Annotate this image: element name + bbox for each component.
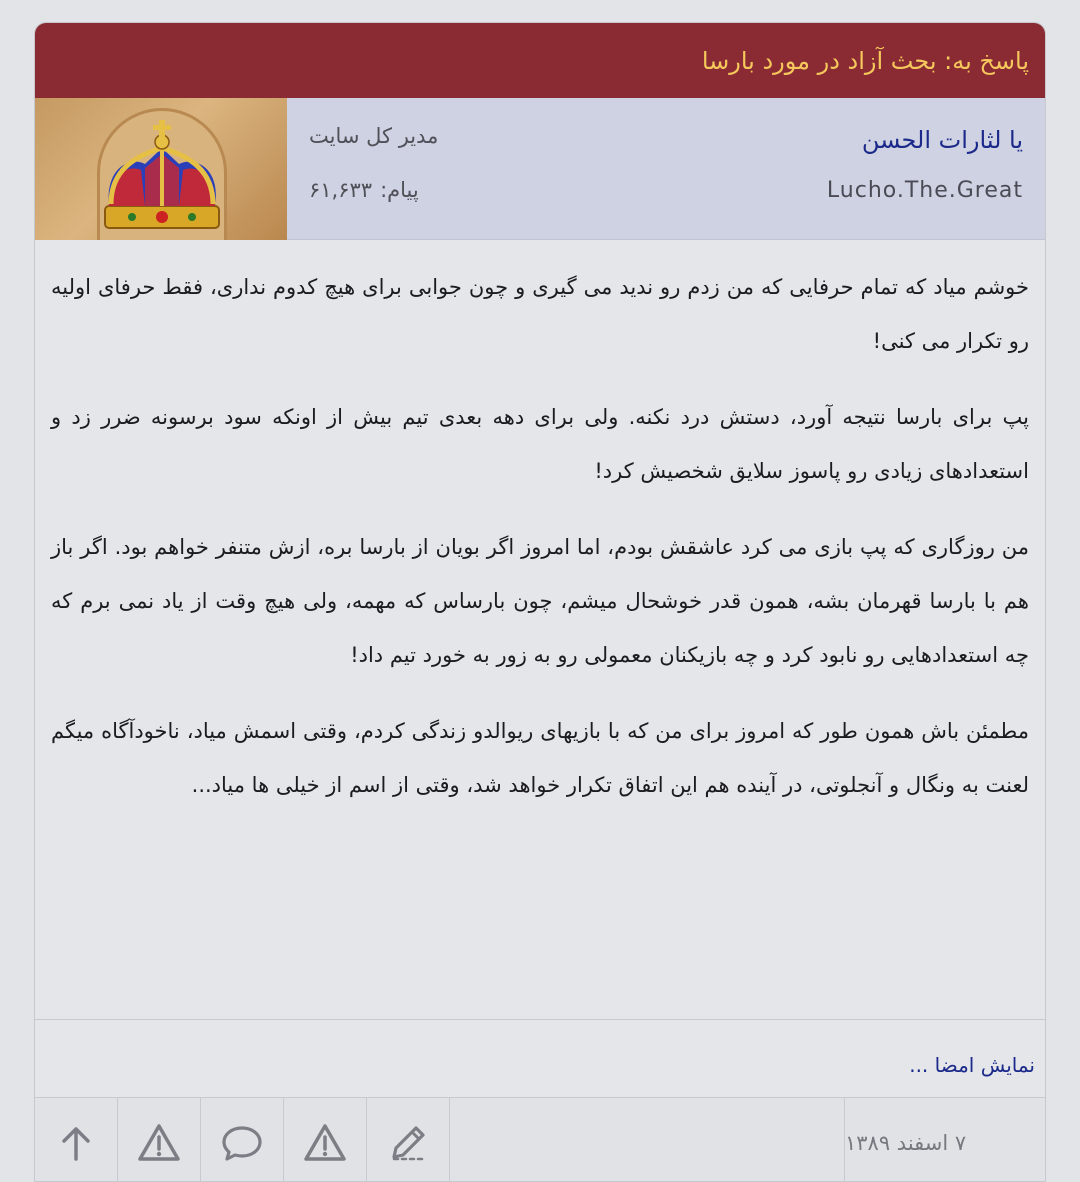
report-icon (137, 1121, 181, 1165)
post-paragraph: خوشم میاد که تمام حرفایی که من زدم رو ندید می گیری و چون جوابی برای هیچ کدوم نداری، فقط حرفای اولیه رو تکرار می کنی! (51, 275, 1029, 353)
author-role: مدیر کل سایت (309, 124, 439, 148)
author-name[interactable]: یا لثارات الحسن (861, 126, 1023, 154)
edit-icon (386, 1121, 430, 1165)
author-info (35, 98, 1045, 240)
warning-button[interactable] (284, 1098, 367, 1182)
toolbar-spacer (450, 1098, 845, 1182)
post-card (34, 22, 1046, 1182)
scroll-top-icon (54, 1121, 98, 1165)
scroll-top-button[interactable] (35, 1098, 118, 1182)
post-count-label: پیام: (380, 178, 419, 202)
edit-button[interactable] (367, 1098, 450, 1182)
post-body (35, 240, 1045, 1020)
post-count-value: ۶۱,۶۳۳ (309, 178, 373, 202)
post-paragraph: من روزگاری که پپ بازی می کرد عاشقش بودم، اما امروز اگر بویان از بارسا بره، ازش متنفر خواهم بود. اگر باز هم با بارسا قهرمان بشه، همون قدر خوشحال میشم، چون بارساس که مهمه، ولی هیچ وقت از یاد نمی برم که چه استعدادهایی رو نابود کرد و چه بازیکنان معمولی رو به زور به خورد تیم داد! (51, 535, 1029, 667)
post-toolbar (35, 1098, 1045, 1182)
report-button[interactable] (118, 1098, 201, 1182)
warning-icon (303, 1121, 347, 1165)
crown-icon (35, 98, 287, 240)
author-username: Lucho.The.Great (826, 178, 1023, 203)
avatar[interactable] (35, 98, 287, 240)
post-header (35, 23, 1045, 98)
post-title: پاسخ به: بحث آزاد در مورد بارسا (701, 46, 1029, 75)
post-date: ۷ اسفند ۱۳۸۹ (845, 1131, 967, 1155)
post-paragraph: مطمئن باش همون طور که امروز برای من که با بازیهای ریوالدو زندگی کردم، وقتی اسمش میاد، ناخودآگاه میگم لعنت به ونگال و آنجلوتی، در آینده هم این اتفاق تکرار خواهد شد، وقتی از اسم از خیلی ها میاد... (51, 719, 1029, 797)
reply-button[interactable] (201, 1098, 284, 1182)
post-paragraph: پپ برای بارسا نتیجه آورد، دستش درد نکنه. ولی برای دهه بعدی تیم بیش از اونکه سود برسونه ضرر زد و استعدادهای زیادی رو پاسوز سلایق شخصیش کرد! (51, 405, 1029, 483)
reply-icon (220, 1121, 264, 1165)
signature-row (35, 1020, 1045, 1098)
show-signature-link[interactable]: نمایش امضا ... (909, 1052, 1035, 1077)
author-post-count (309, 178, 419, 202)
